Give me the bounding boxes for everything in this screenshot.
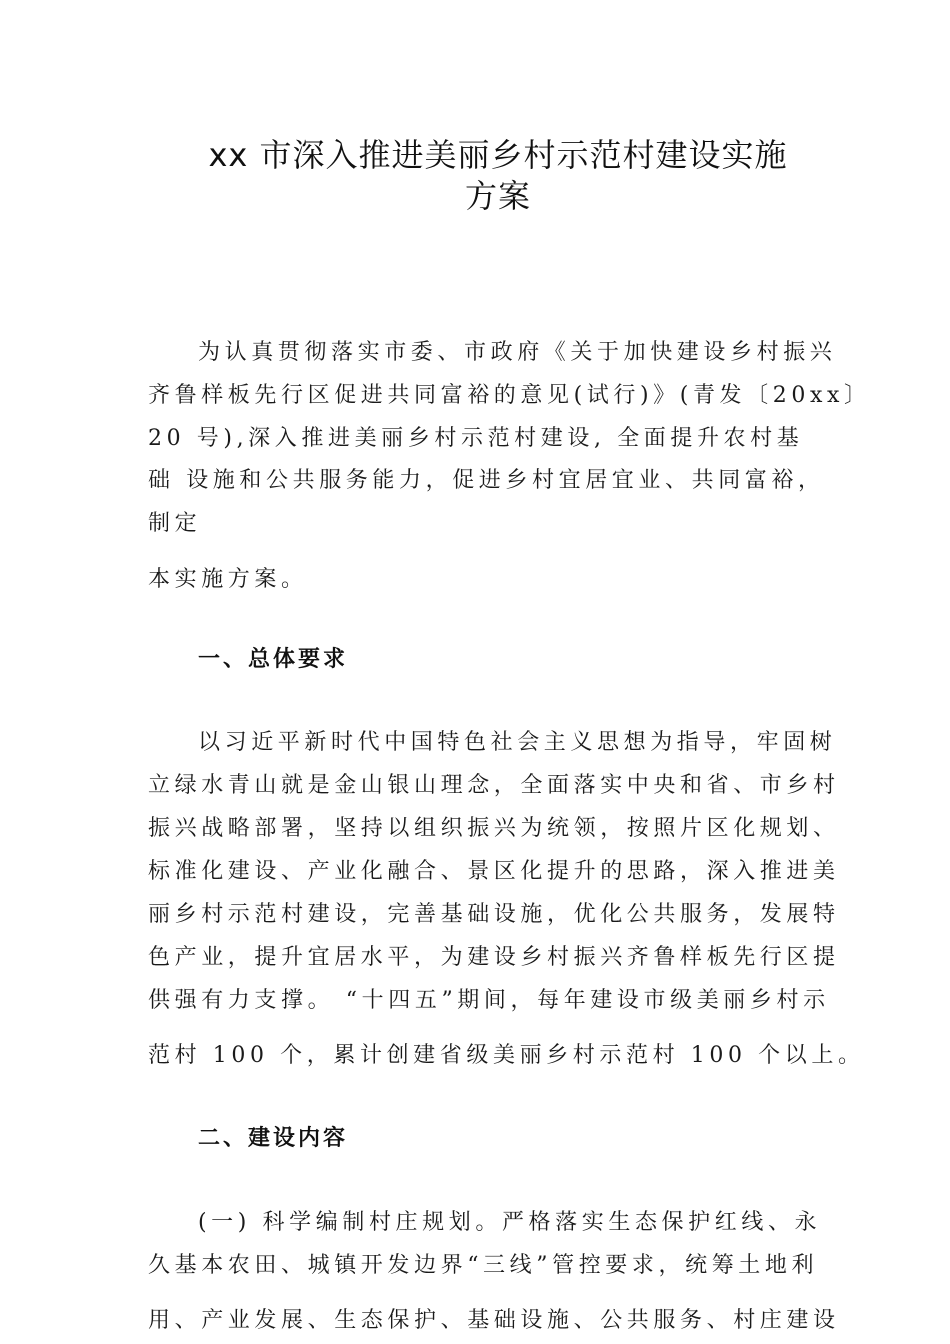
section1-line-1: 以习近平新时代中国特色社会主义思想为指导，牢固树 [198, 730, 837, 755]
section2-line-1: (一) 科学编制村庄规划。严格落实生态保护红线、永 [198, 1210, 822, 1235]
intro-line-5: 制定 [148, 511, 202, 536]
document-title-line-1: xx 市深入推进美丽乡村示范村建设实施 [208, 136, 788, 174]
intro-line-6: 本实施方案。 [148, 567, 308, 592]
intro-line-2: 齐鲁样板先行区促进共同富裕的意见(试行)》(青发〔20xx〕 [148, 383, 871, 408]
section1-line-6: 色产业，提升宜居水平，为建设乡村振兴齐鲁样板先行区提 [148, 945, 840, 970]
intro-line-3: 20 号),深入推进美丽乡村示范村建设, 全面提升农村基 [148, 426, 804, 451]
section1-line-8: 范村 100 个，累计创建省级美丽乡村示范村 100 个以上。 [148, 1043, 865, 1068]
intro-line-4: 础 设施和公共服务能力，促进乡村宜居宜业、共同富裕， [148, 468, 825, 493]
intro-line-1: 为认真贯彻落实市委、市政府《关于加快建设乡村振兴 [198, 340, 837, 365]
section1-line-5: 丽乡村示范村建设，完善基础设施，优化公共服务，发展特 [148, 902, 840, 927]
section2-line-2: 久基本农田、城镇开发边界“三线”管控要求，统筹土地利 [148, 1253, 819, 1278]
section-heading-1: 一、总体要求 [198, 647, 349, 672]
section1-line-4: 标准化建设、产业化融合、景区化提升的思路，深入推进美 [148, 859, 840, 884]
section-heading-2: 二、建设内容 [198, 1126, 349, 1151]
section2-line-3: 用、产业发展、生态保护、基础设施、公共服务、村庄建设 [148, 1308, 840, 1333]
section1-line-7: 供强有力支撑。 “十四五”期间，每年建设市级美丽乡村示 [148, 988, 830, 1013]
section1-line-3: 振兴战略部署，坚持以组织振兴为统领，按照片区化规划、 [148, 816, 840, 841]
section1-line-2: 立绿水青山就是金山银山理念，全面落实中央和省、市乡村 [148, 773, 840, 798]
document-title-line-2: 方案 [464, 177, 531, 215]
